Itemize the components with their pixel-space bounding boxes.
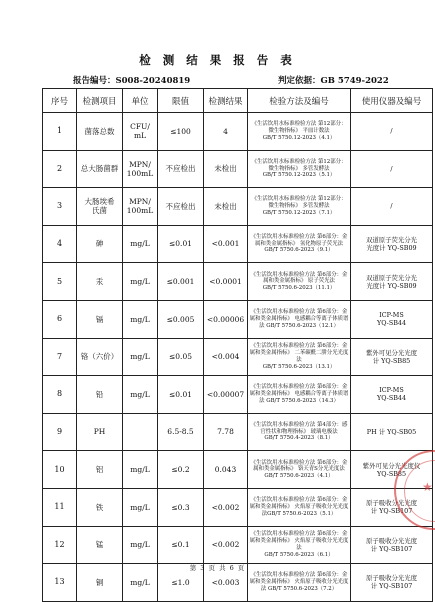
- cell-limit: 不应检出: [158, 150, 204, 188]
- cell-result: 未检出: [204, 150, 248, 188]
- table-row: [43, 113, 433, 151]
- cell-method: 《生活饮用水标准检验方法 第6部分：金属和类金属指标》 火焰原子吸收分光光度法 GB/T 5750.6-2023（7.2）: [248, 564, 351, 602]
- cell-item: 锰: [77, 526, 123, 564]
- cell-limit: ≤0.1: [158, 526, 204, 564]
- cell-unit: mg/L: [123, 376, 158, 414]
- cell-limit: ≤1.0: [158, 564, 204, 602]
- table-row: [43, 300, 433, 338]
- cell-no: 1: [43, 113, 77, 151]
- cell-no: 5: [43, 263, 77, 301]
- cell-instrument: 原子吸收分光光度 计 YQ-SB107: [351, 564, 433, 602]
- cell-item: 铜: [77, 564, 123, 602]
- cell-unit: MPN/ 100mL: [123, 150, 158, 188]
- cell-instrument: /: [351, 150, 433, 188]
- cell-unit: CFU/ mL: [123, 113, 158, 151]
- cell-method: 《生活饮用水标准检验方法 第12部分：微生物指标》 多管发酵法 GB/T 5750.12-2023（7.1）: [248, 188, 351, 226]
- cell-no: 8: [43, 376, 77, 414]
- cell-unit: [123, 413, 158, 451]
- cell-result: <0.003: [204, 564, 248, 602]
- cell-method: 《生活饮用水标准检验方法 第6部分：金属和类金属指标》 火焰原子吸收分光光度法GB/T 5750.6-2023（5.1）: [248, 488, 351, 526]
- cell-instrument: 紫外可见分光光度仪 YQ-SB85: [351, 451, 433, 489]
- cell-item: 菌落总数: [77, 113, 123, 151]
- header-no: 序号: [43, 89, 77, 113]
- cell-result: <0.0001: [204, 263, 248, 301]
- cell-method: 《生活饮用水标准检验方法 第6部分：金属和类金属指标》 原子荧光法 GB/T 5750.6-2023（11.1）: [248, 263, 351, 301]
- table-header-row: [43, 89, 433, 113]
- cell-method: 《生活饮用水标准检验方法 第6部分：金属和类金属指标》 电感耦合等离子体质谱法 GB/T 5750.6-2023（14.3）: [248, 376, 351, 414]
- table-row: [43, 451, 433, 489]
- cell-instrument: 原子吸收分光光度 计 YQ-SB107: [351, 488, 433, 526]
- cell-instrument: 双道原子荧光分光 光度计 YQ-SB09: [351, 263, 433, 301]
- header-item: 检测项目: [77, 89, 123, 113]
- cell-item: 铬（六价）: [77, 338, 123, 376]
- cell-method: 《生活饮用水标准检验方法 第12部分：微生物指标》 多管发酵法 GB/T 5750.12-2023（5.1）: [248, 150, 351, 188]
- cell-no: 6: [43, 300, 77, 338]
- cell-item: 砷: [77, 225, 123, 263]
- cell-result: <0.00006: [204, 300, 248, 338]
- table-row: [43, 225, 433, 263]
- cell-limit: ≤0.01: [158, 225, 204, 263]
- cell-limit: ≤0.05: [158, 338, 204, 376]
- cell-limit: ≤0.005: [158, 300, 204, 338]
- cell-instrument: /: [351, 188, 433, 226]
- cell-item: 大肠埃希 氏菌: [77, 188, 123, 226]
- cell-item: 汞: [77, 263, 123, 301]
- cell-item: 总大肠菌群: [77, 150, 123, 188]
- cell-method: 《生活饮用水标准检验方法 第6部分：金属和类金属指标》 电感耦合等离子体质谱法 GB/T 5750.6-2023（12.1）: [248, 300, 351, 338]
- page-number: 第 3 页 共 6 页: [189, 564, 246, 572]
- cell-unit: mg/L: [123, 225, 158, 263]
- cell-result: 0.043: [204, 451, 248, 489]
- header-method: 检验方法及编号: [248, 89, 351, 113]
- cell-unit: mg/L: [123, 263, 158, 301]
- cell-unit: mg/L: [123, 300, 158, 338]
- results-table: [42, 88, 433, 602]
- cell-no: 4: [43, 225, 77, 263]
- header-instrument: 使用仪器及编号: [351, 89, 433, 113]
- cell-no: 2: [43, 150, 77, 188]
- table-row: [43, 488, 433, 526]
- seal-star-icon: ★: [422, 480, 433, 494]
- report-meta: [0, 74, 435, 88]
- header-result: 检测结果: [204, 89, 248, 113]
- report-title: 检 测 结 果 报 告 表: [139, 53, 296, 67]
- cell-method: 《生活饮用水标准检验方法 第6部分：金属和类金属指标》 氢化物原子荧光法 GB/T 5750.6-2023（9.1）: [248, 225, 351, 263]
- cell-instrument: 双道原子荧光分光 光度计 YQ-SB09: [351, 225, 433, 263]
- cell-result: <0.001: [204, 225, 248, 263]
- cell-item: 铝: [77, 451, 123, 489]
- cell-unit: MPN/ 100mL: [123, 188, 158, 226]
- cell-instrument: PH 计 YQ-SB05: [351, 413, 433, 451]
- table-row: [43, 263, 433, 301]
- table-row: [43, 150, 433, 188]
- table-row: [43, 338, 433, 376]
- cell-unit: mg/L: [123, 451, 158, 489]
- cell-method: 《生活饮用水标准检验方法 第6部分：金属和类金属指标》 二苯碳酰二肼分光光度法 GB/T 5750.6-2023（13.1）: [248, 338, 351, 376]
- cell-no: 3: [43, 188, 77, 226]
- cell-result: <0.004: [204, 338, 248, 376]
- table-row: [43, 413, 433, 451]
- cell-result: 未检出: [204, 188, 248, 226]
- cell-unit: mg/L: [123, 564, 158, 602]
- judgement-basis: 判定依据：GB 5749-2022: [278, 76, 389, 86]
- cell-limit: ≤0.2: [158, 451, 204, 489]
- table-row: [43, 188, 433, 226]
- cell-limit: ≤0.001: [158, 263, 204, 301]
- cell-limit: ≤0.3: [158, 488, 204, 526]
- cell-no: 12: [43, 526, 77, 564]
- cell-item: 铁: [77, 488, 123, 526]
- cell-unit: mg/L: [123, 526, 158, 564]
- cell-no: 13: [43, 564, 77, 602]
- cell-instrument: ICP-MS YQ-SB44: [351, 376, 433, 414]
- cell-limit: 6.5-8.5: [158, 413, 204, 451]
- cell-limit: ≤100: [158, 113, 204, 151]
- cell-result: <0.002: [204, 526, 248, 564]
- cell-no: 9: [43, 413, 77, 451]
- cell-unit: mg/L: [123, 338, 158, 376]
- cell-limit: ≤0.01: [158, 376, 204, 414]
- cell-method: 《生活饮用水标准检验方法 第12部分：微生物指标》 平皿计数法 GB/T 5750.12-2023（4.1）: [248, 113, 351, 151]
- cell-instrument: ICP-MS YQ-SB44: [351, 300, 433, 338]
- header-unit: 单位: [123, 89, 158, 113]
- cell-result: <0.00007: [204, 376, 248, 414]
- cell-item: 铅: [77, 376, 123, 414]
- cell-instrument: 紫外可见分光光度 计 YQ-SB85: [351, 338, 433, 376]
- cell-method: 《生活饮用水标准检验方法 第6部分：金属和类金属指标》 铬天青S分光光度法 GB/T 5750.6-2023（4.1）: [248, 451, 351, 489]
- table-row: [43, 526, 433, 564]
- header-limit: 限值: [158, 89, 204, 113]
- cell-no: 11: [43, 488, 77, 526]
- cell-item: 镉: [77, 300, 123, 338]
- cell-limit: 不应检出: [158, 188, 204, 226]
- report-number: 报告编号：S008-20240819: [73, 76, 191, 86]
- cell-no: 10: [43, 451, 77, 489]
- table-row: [43, 376, 433, 414]
- cell-result: <0.002: [204, 488, 248, 526]
- cell-instrument: /: [351, 113, 433, 151]
- cell-method: 《生活饮用水标准检验方法 第6部分：金属和类金属指标》 火焰原子吸收分光光度法 GB/T 5750.6-2023（6.1）: [248, 526, 351, 564]
- cell-result: 4: [204, 113, 248, 151]
- cell-item: PH: [77, 413, 123, 451]
- cell-instrument: 原子吸收分光光度 计 YQ-SB107: [351, 526, 433, 564]
- cell-unit: mg/L: [123, 488, 158, 526]
- cell-method: 《生活饮用水标准检验方法 第4部分：感官性状和物理指标》 玻璃电极法 GB/T 5750.4-2023（8.1）: [248, 413, 351, 451]
- cell-result: 7.78: [204, 413, 248, 451]
- cell-no: 7: [43, 338, 77, 376]
